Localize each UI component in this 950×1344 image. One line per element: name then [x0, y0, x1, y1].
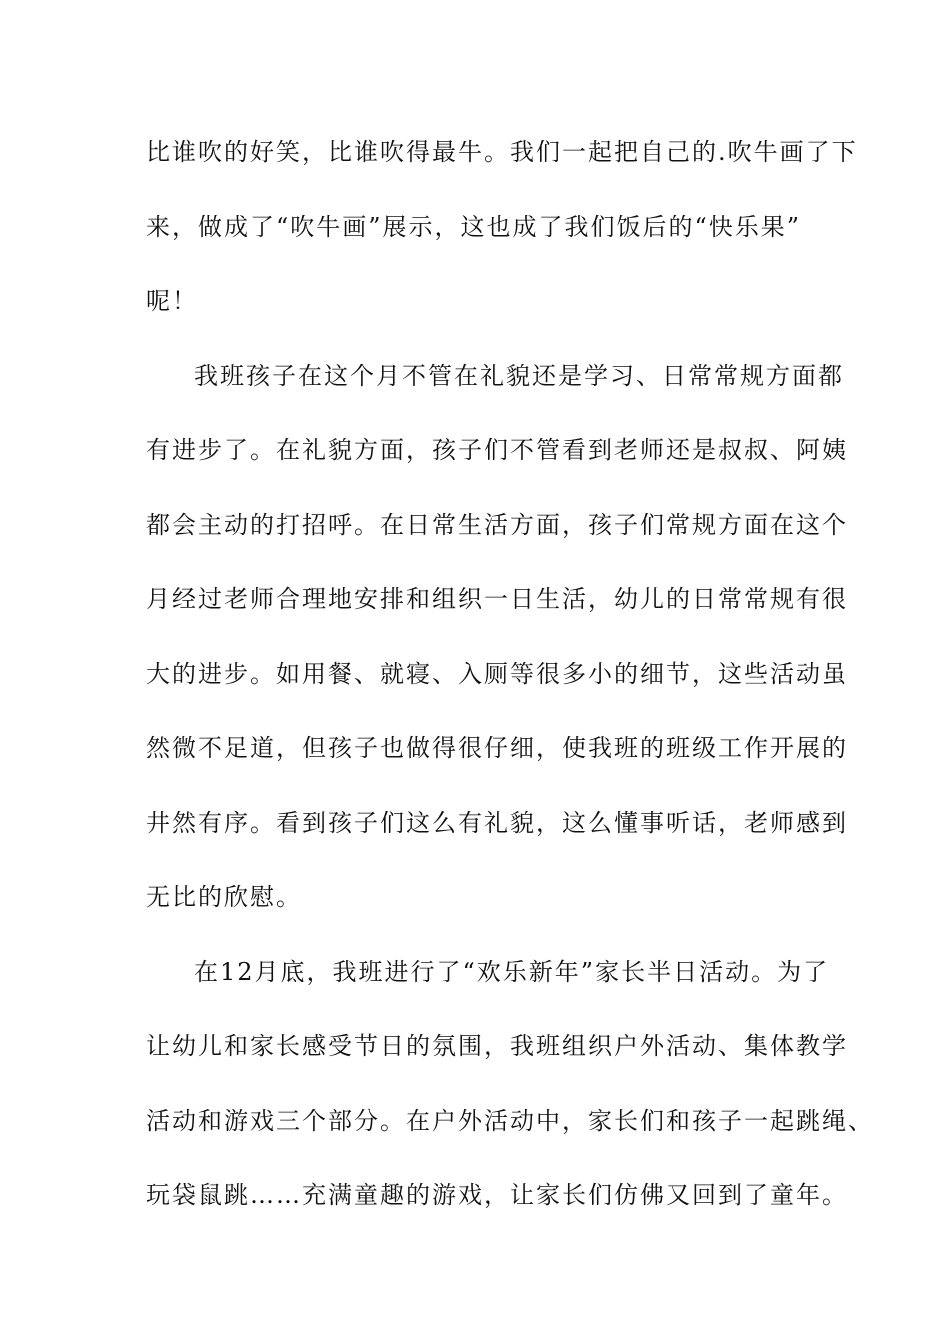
text-line: 井然有序。看到孩子们这么有礼貌，这么懂事听话，老师感到 — [146, 809, 848, 837]
text-line: 玩袋鼠跳……充满童趣的游戏，让家长们仿佛又回到了童年。 — [146, 1181, 848, 1209]
text-line: 大的进步。如用餐、就寝、入厕等很多小的细节，这些活动虽 — [146, 660, 848, 688]
text-line: 呢！ — [146, 287, 198, 315]
text-line: 无比的欣慰。 — [146, 883, 302, 911]
paragraph-start-line: 在12月底，我班进行了“欢乐新年”家长半日活动。为了 — [194, 958, 830, 986]
text-line: 都会主动的打招呼。在日常生活方面，孩子们常规方面在这个 — [146, 511, 848, 539]
text-line: 让幼儿和家长感受节日的氛围，我班组织户外活动、集体教学 — [146, 1032, 848, 1060]
paragraph-start-line: 我班孩子在这个月不管在礼貌还是学习、日常常规方面都 — [194, 362, 844, 390]
text-line: 比谁吹的好笑，比谁吹得最牛。我们一起把自己的.吹牛画了下 — [146, 138, 858, 166]
text-line: 有进步了。在礼貌方面，孩子们不管看到老师还是叔叔、阿姨 — [146, 436, 848, 464]
text-line: 然微不足道，但孩子也做得很仔细，使我班的班级工作开展的 — [146, 734, 848, 762]
text-line: 来，做成了“吹牛画”展示，这也成了我们饭后的“快乐果” — [146, 213, 802, 241]
text-line: 月经过老师合理地安排和组织一日生活，幼儿的日常常规有很 — [146, 585, 848, 613]
text-line: 活动和游戏三个部分。在户外活动中，家长们和孩子一起跳绳、 — [146, 1107, 874, 1135]
